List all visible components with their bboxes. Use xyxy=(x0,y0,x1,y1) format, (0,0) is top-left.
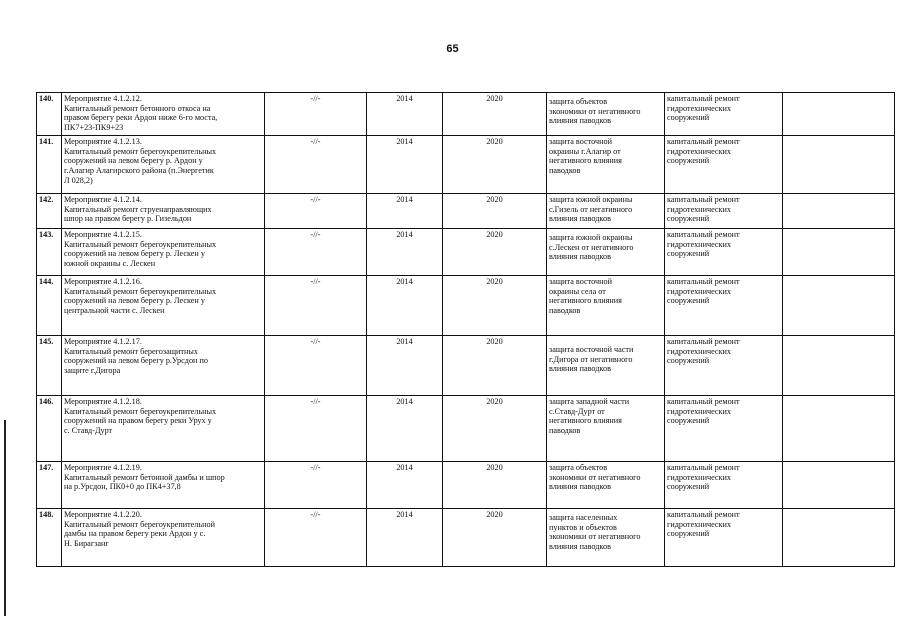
goal-cell-line: негативного влияния xyxy=(549,416,622,426)
table-row xyxy=(37,93,895,136)
work-type-cell-line: гидротехнических xyxy=(667,286,731,296)
page-number: 65 xyxy=(446,43,459,55)
work-type-cell xyxy=(665,276,783,336)
work-type-cell-line: капитальный ремонт xyxy=(667,94,740,103)
end-year-cell: 2020 xyxy=(443,229,547,276)
goal-cell-line: влияния паводков xyxy=(549,364,611,374)
executor-cell: -//- xyxy=(265,194,367,229)
activity-name-line: Капитальный ремонт берегоукрепительных xyxy=(64,239,217,249)
end-year-cell: 2020 xyxy=(443,276,547,336)
row-number: 143. xyxy=(37,229,62,276)
activity-name-line: центральной части с. Лескен xyxy=(64,306,165,316)
end-year-cell: 2020 xyxy=(443,462,547,509)
work-type-cell-line: капитальный ремонт xyxy=(667,397,740,406)
work-type-cell-line: сооружений xyxy=(667,113,710,123)
activity-name-line: Мероприятие 4.1.2.18. xyxy=(64,397,142,406)
executor-cell: -//- xyxy=(265,462,367,509)
end-year-cell: 2020 xyxy=(443,194,547,229)
end-year-cell: 2020 xyxy=(443,93,547,136)
activity-name xyxy=(62,136,265,194)
goal-cell xyxy=(547,462,665,509)
activity-name-line: Капитальный ремонт бетонного откоса на xyxy=(64,103,211,113)
margin-scan-line xyxy=(4,420,6,616)
row-number: 147. xyxy=(37,462,62,509)
work-type-cell-line: гидротехнических xyxy=(667,146,731,156)
work-type-cell-line: капитальный ремонт xyxy=(667,277,740,286)
work-type-cell-line: капитальный ремонт xyxy=(667,510,740,519)
row-number: 148. xyxy=(37,509,62,567)
start-year-cell: 2014 xyxy=(367,336,443,396)
work-type-cell xyxy=(665,462,783,509)
executor-cell: -//- xyxy=(265,509,367,567)
empty-cell xyxy=(783,229,895,276)
work-type-cell-line: капитальный ремонт xyxy=(667,137,740,146)
activity-name-line: Мероприятие 4.1.2.15. xyxy=(64,230,142,239)
work-type-cell xyxy=(665,509,783,567)
goal-cell-line: влияния паводков xyxy=(549,116,611,126)
activity-name-line: Н. Бирагзанг xyxy=(64,539,109,549)
goal-cell xyxy=(547,194,665,229)
work-type-cell xyxy=(665,396,783,462)
executor-cell: -//- xyxy=(265,93,367,136)
work-type-cell-line: капитальный ремонт xyxy=(667,230,740,239)
goal-cell-line: влияния паводков xyxy=(549,252,611,262)
start-year-cell: 2014 xyxy=(367,93,443,136)
activity-name-line: сооружений на правом берегу реки Урух у xyxy=(64,416,212,426)
goal-cell-line: пунктов и объектов xyxy=(549,522,617,532)
activity-name-line: правом берегу реки Ардон ниже 6-го моста, xyxy=(64,113,218,123)
activity-name-line: Капитальный ремонт берегоукрепительных xyxy=(64,146,217,156)
activity-name xyxy=(62,229,265,276)
empty-cell xyxy=(783,276,895,336)
goal-cell xyxy=(547,509,665,567)
goal-cell xyxy=(547,93,665,136)
executor-cell: -//- xyxy=(265,276,367,336)
work-type-cell-line: сооружений xyxy=(667,249,710,259)
executor-cell: -//- xyxy=(265,136,367,194)
goal-cell-line: негативного влияния xyxy=(549,296,622,306)
start-year-cell: 2014 xyxy=(367,194,443,229)
row-number: 145. xyxy=(37,336,62,396)
activity-name xyxy=(62,509,265,567)
row-number: 142. xyxy=(37,194,62,229)
goal-cell-line: с.Гизель от негативного xyxy=(549,204,633,214)
empty-cell xyxy=(783,462,895,509)
activity-name-line: Капитальный ремонт струенаправляющих xyxy=(64,204,212,214)
goal-cell xyxy=(547,136,665,194)
program-activities-table xyxy=(36,92,895,567)
activity-name-line: шпор на правом берегу р. Гизельдон xyxy=(64,214,192,224)
goal-cell-line: паводков xyxy=(549,426,581,436)
goal-cell-line: с.Лескен от негативного xyxy=(549,242,634,252)
empty-cell xyxy=(783,93,895,136)
work-type-cell-line: капитальный ремонт xyxy=(667,463,740,472)
activity-name-line: Л 028,2) xyxy=(64,175,93,185)
activity-name-line: Мероприятие 4.1.2.13. xyxy=(64,137,142,146)
activity-name-line: Мероприятие 4.1.2.17. xyxy=(64,337,142,346)
goal-cell xyxy=(547,229,665,276)
work-type-cell-line: сооружений xyxy=(667,214,710,224)
activity-name-line: сооружений на левом берегу р. Лескен у xyxy=(64,249,205,259)
end-year-cell: 2020 xyxy=(443,396,547,462)
table-row xyxy=(37,136,895,194)
table-row xyxy=(37,462,895,509)
work-type-cell-line: сооружений xyxy=(667,356,710,366)
activity-name-line: дамбы на правом берегу реки Ардон у с. xyxy=(64,529,206,539)
goal-cell-line: защита южной окраины xyxy=(549,195,633,204)
goal-cell-line: окраины села от xyxy=(549,286,606,296)
work-type-cell-line: гидротехнических xyxy=(667,472,731,482)
table-row xyxy=(37,336,895,396)
goal-cell-line: негативного влияния xyxy=(549,156,622,166)
activity-name-line: Капитальный ремонт берегоукрепительной xyxy=(64,519,215,529)
activity-name-line: Мероприятие 4.1.2.19. xyxy=(64,463,142,472)
goal-cell-line: паводков xyxy=(549,306,581,316)
work-type-cell-line: сооружений xyxy=(667,529,710,539)
executor-cell: -//- xyxy=(265,336,367,396)
goal-cell-line: защита восточной xyxy=(549,277,612,286)
empty-cell xyxy=(783,509,895,567)
goal-cell-line: экономики от негативного xyxy=(549,532,641,542)
activity-name-line: Капитальный ремонт берегоукрепительных xyxy=(64,406,217,416)
goal-cell-line: защита объектов xyxy=(549,97,608,106)
activity-name-line: южной окраины с. Лескен xyxy=(64,259,156,269)
activity-name xyxy=(62,93,265,136)
work-type-cell-line: капитальный ремонт xyxy=(667,337,740,346)
goal-cell xyxy=(547,336,665,396)
row-number: 141. xyxy=(37,136,62,194)
table-row xyxy=(37,194,895,229)
empty-cell xyxy=(783,136,895,194)
end-year-cell: 2020 xyxy=(443,136,547,194)
goal-cell-line: влияния паводков xyxy=(549,482,611,492)
activity-name xyxy=(62,462,265,509)
row-number: 146. xyxy=(37,396,62,462)
table-body xyxy=(37,93,895,567)
activity-name-line: на р.Урсдон, ПК0+0 до ПК4+37,8 xyxy=(64,482,181,492)
activity-name-line: защите г.Дигора xyxy=(64,366,121,376)
table-row xyxy=(37,396,895,462)
activity-name-line: Мероприятие 4.1.2.12. xyxy=(64,94,142,103)
activity-name-line: сооружений на левом берегу р. Ардон у xyxy=(64,156,203,166)
work-type-cell-line: капитальный ремонт xyxy=(667,195,740,204)
goal-cell-line: влияния паводков xyxy=(549,542,611,552)
activity-name-line: Мероприятие 4.1.2.14. xyxy=(64,195,142,204)
empty-cell xyxy=(783,396,895,462)
start-year-cell: 2014 xyxy=(367,509,443,567)
goal-cell-line: г.Дигора от негативного xyxy=(549,354,633,364)
goal-cell-line: защита восточной части xyxy=(549,345,634,354)
goal-cell-line: влияния паводков xyxy=(549,214,611,224)
activity-name-line: с. Ставд-Дурт xyxy=(64,426,113,436)
goal-cell-line: защита населенных xyxy=(549,513,618,522)
goal-cell xyxy=(547,396,665,462)
work-type-cell-line: сооружений xyxy=(667,416,710,426)
work-type-cell-line: сооружений xyxy=(667,156,710,166)
activity-name-line: Капитальный ремонт берегоукрепительных xyxy=(64,286,217,296)
work-type-cell-line: сооружений xyxy=(667,296,710,306)
work-type-cell-line: гидротехнических xyxy=(667,346,731,356)
work-type-cell xyxy=(665,194,783,229)
empty-cell xyxy=(783,194,895,229)
start-year-cell: 2014 xyxy=(367,136,443,194)
start-year-cell: 2014 xyxy=(367,396,443,462)
start-year-cell: 2014 xyxy=(367,229,443,276)
goal-cell-line: экономики от негативного xyxy=(549,472,641,482)
activity-name-line: Капитальный ремонт бетонной дамбы и шпор xyxy=(64,472,225,482)
activity-name-line: г.Алагир Алагирского района (п.Энергетик xyxy=(64,166,214,176)
work-type-cell-line: гидротехнических xyxy=(667,239,731,249)
executor-cell: -//- xyxy=(265,396,367,462)
activity-name-line: Мероприятие 4.1.2.16. xyxy=(64,277,142,286)
work-type-cell xyxy=(665,336,783,396)
work-type-cell-line: гидротехнических xyxy=(667,103,731,113)
goal-cell-line: защита южной окраины xyxy=(549,233,633,242)
activity-name-line: сооружений на левом берегу р.Урсдон по xyxy=(64,356,208,366)
activity-name xyxy=(62,194,265,229)
goal-cell-line: окраины г.Алагир от xyxy=(549,146,621,156)
executor-cell: -//- xyxy=(265,229,367,276)
goal-cell xyxy=(547,276,665,336)
work-type-cell-line: гидротехнических xyxy=(667,519,731,529)
table-row xyxy=(37,229,895,276)
goal-cell-line: с.Ставд-Дурт от xyxy=(549,406,605,416)
work-type-cell-line: гидротехнических xyxy=(667,406,731,416)
start-year-cell: 2014 xyxy=(367,276,443,336)
end-year-cell: 2020 xyxy=(443,509,547,567)
work-type-cell-line: гидротехнических xyxy=(667,204,731,214)
work-type-cell-line: сооружений xyxy=(667,482,710,492)
activity-name-line: Капитальный ремонт берегозащитных xyxy=(64,346,198,356)
table-row xyxy=(37,276,895,336)
goal-cell-line: защита восточной xyxy=(549,137,612,146)
end-year-cell: 2020 xyxy=(443,336,547,396)
activity-name-line: сооружений на левом берегу р. Лескен у xyxy=(64,296,205,306)
work-type-cell xyxy=(665,136,783,194)
activity-name xyxy=(62,396,265,462)
goal-cell-line: защита объектов xyxy=(549,463,608,472)
goal-cell-line: паводков xyxy=(549,166,581,176)
goal-cell-line: экономики от негативного xyxy=(549,106,641,116)
table-row xyxy=(37,509,895,567)
empty-cell xyxy=(783,336,895,396)
goal-cell-line: защита западной части xyxy=(549,397,630,406)
work-type-cell xyxy=(665,93,783,136)
activity-name-line: Мероприятие 4.1.2.20. xyxy=(64,510,142,519)
start-year-cell: 2014 xyxy=(367,462,443,509)
row-number: 144. xyxy=(37,276,62,336)
row-number: 140. xyxy=(37,93,62,136)
activity-name xyxy=(62,336,265,396)
work-type-cell xyxy=(665,229,783,276)
activity-name xyxy=(62,276,265,336)
activity-name-line: ПК7+23-ПК9+23 xyxy=(64,123,124,133)
